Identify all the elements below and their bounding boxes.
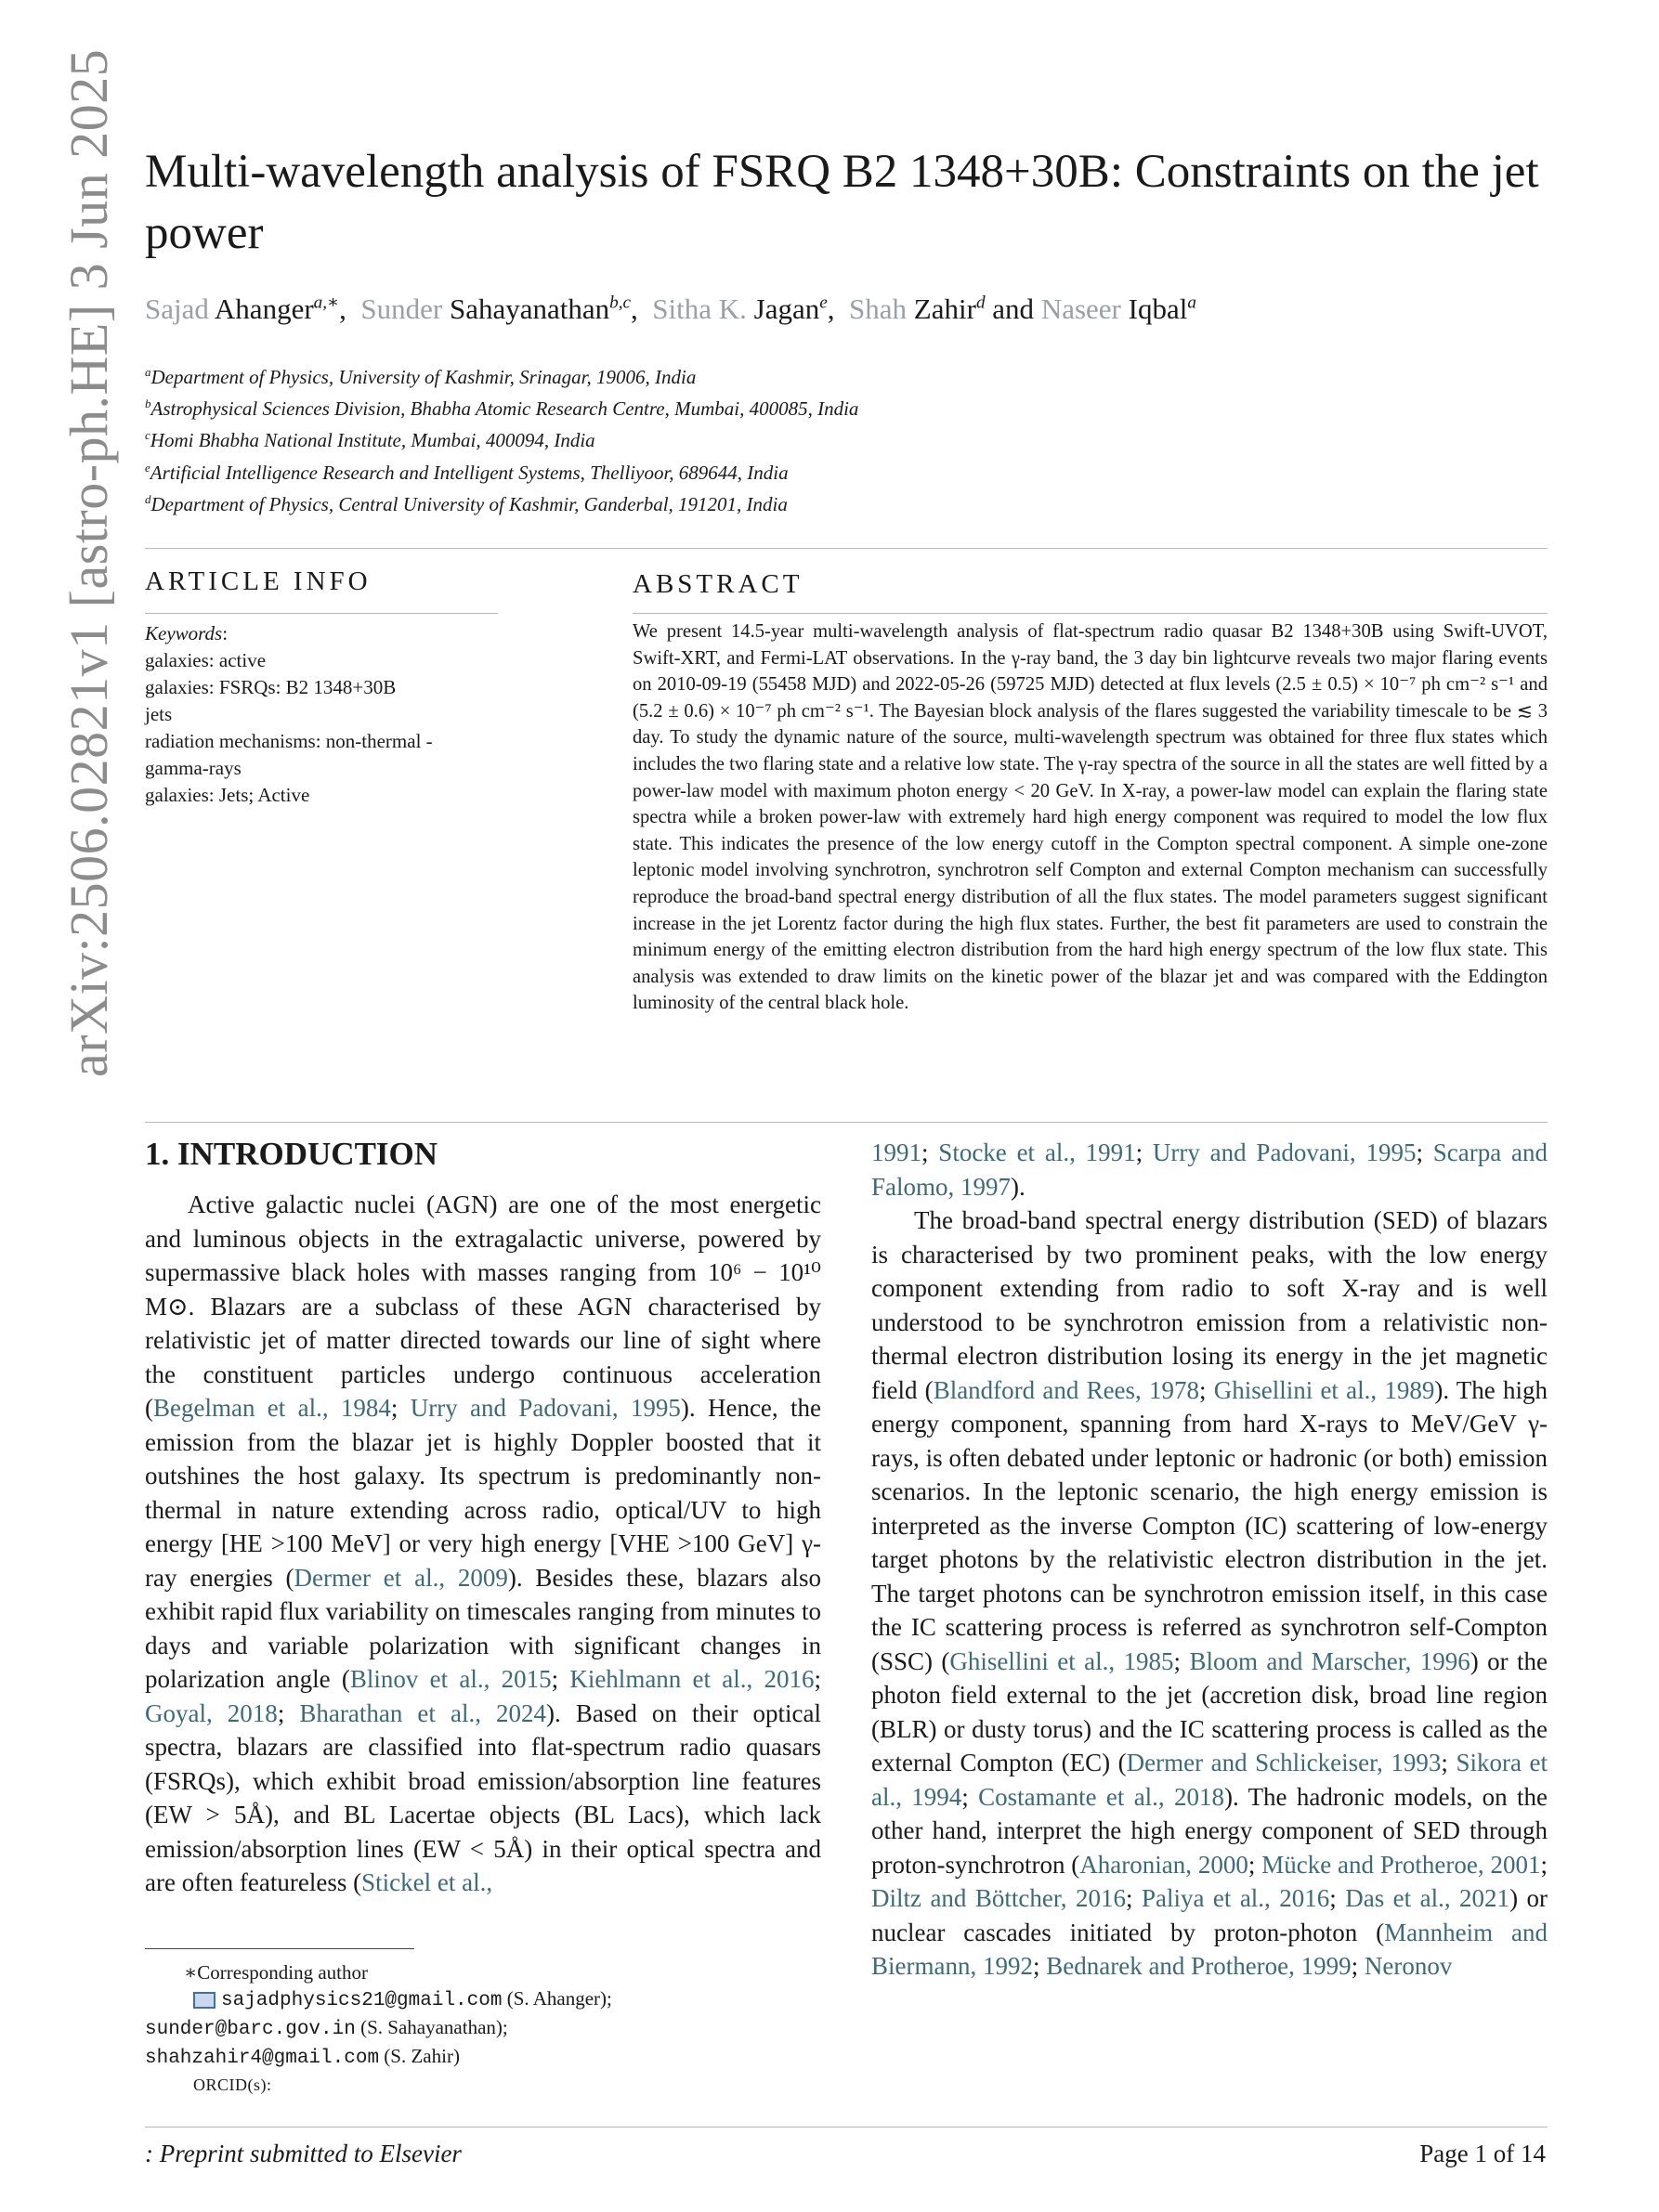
citation-link[interactable]: Ghisellini et al., 1985 [949,1646,1174,1675]
footer-page-number: Page 1 of 14 [1419,2140,1546,2167]
citation-link[interactable]: Sikora et al., 1994 [871,1749,1548,1811]
affiliation: $^a$Department of Physics, University of Kashmir, Srinagar, 19006, India [145,365,697,388]
paragraph-text: ; [1248,1850,1262,1879]
citation-link[interactable]: Goyal, 2018 [145,1698,278,1727]
keyword: gamma-rays [145,757,242,779]
email-link[interactable]: shahzahir4@gmail.com [145,2048,380,2069]
paragraph-text: ; [1135,1139,1153,1166]
paragraph-text: ; [390,1394,411,1422]
author-list: Sajad Ahanger$^{a,∗}$, Sunder Sahayanathan$^{b,c}$, Sitha K. Jagan$^e$, Shah Zahir$^d$ and Naseer Iqbal$^a$ [145,293,1196,325]
keyword: galaxies: Jets; Active [145,784,310,806]
abstract-text: We present 14.5-year multi-wavelength analysis of flat-spectrum radio quasar B2 1348+30B using Swift-UVOT, Swift-XRT, and Fermi-LAT observations. In the γ-ray band, the 3 day bin lightcurve reveals two major flaring events on 2010-09-19 (55458 MJD) and 2022-05-26 (59725 MJD) detected at flux levels (2.5 ± 0.5) × 10⁻⁷ ph cm⁻² s⁻¹ and (5.2 ± 0.6) × 10⁻⁷ ph cm⁻² s⁻¹. The Bayesian block analysis of the flares suggested the variability timescale to be ≲ 3 day. To study the dynamic nature of the source, multi-wavelength spectrum was obtained for three flux states which includes the two flaring state and a relative low state. The γ-ray spectra of the source in all the states are well fitted by a power-law model with maximum photon energy < 20 GeV. In X-ray, a power-law model can explain the flaring state spectra while a broken power-law with extremely hard high energy component was required to model the low flux state. This indicates the presence of the low energy cutoff in the Compton spectral component. A simple one-zone leptonic model involving synchrotron, synchrotron self Compton and external Compton mechanism can successfully reproduce the broad-band spectral energy distribution of all the flux states. The model parameters suggest significant increase in the jet Lorentz factor during the high flux states. Further, the best fit parameters are used to constrain the minimum energy of the emitting electron distribution from the hard high energy spectrum of the low flux state. This analysis was extended to draw limits on the kinetic power of the blazar jet and was compared with the Eddington luminosity of the central black hole. [633,621,1548,1014]
citation-link[interactable]: Neronov [1364,1952,1453,1980]
article-info-heading: ARTICLE INFO [145,566,372,596]
paragraph-text: ) or nuclear cascades initiated by proton-photon ( [871,1884,1548,1946]
paragraph-text: ; [1416,1139,1433,1166]
paragraph-text: ; [921,1139,939,1166]
divider [145,548,1548,549]
keyword: galaxies: active [145,649,267,671]
author-4[interactable]: Shah Zahir$^d$ [849,293,986,325]
intro-paragraph-left [145,1188,821,1900]
affiliation: $^b$Astrophysical Sciences Division, Bhabha Atomic Research Centre, Mumbai, 400085, India [145,397,859,420]
paragraph-text: ; [277,1698,300,1727]
affiliation: $^e$Artificial Intelligence Research and Intelligent Systems, Thelliyoor, 689644, India [145,461,789,484]
paragraph-text: ) or the photon field external to the jet (accretion disk, broad line region (BLR) or dusty torus) and the IC scattering process is called as the external Compton (EC) ( [871,1646,1548,1776]
citation-link[interactable]: Dermer and Schlickeiser, 1993 [1126,1749,1442,1776]
citation-link[interactable]: Mücke and Protheroe, 2001 [1261,1850,1541,1879]
author-3[interactable]: Sitha K. Jagan$^e$ [652,293,828,325]
section-heading-introduction: 1. INTRODUCTION [145,1136,438,1172]
citation-link[interactable]: Stickel et al., [361,1868,493,1896]
paragraph-text: ). Besides these, blazars also exhibit rapid flux variability on timescales ranging from minutes to days and variable polarization with significant changes in polarization angle ( [145,1563,822,1693]
intro-paragraph-right [871,1204,1548,1984]
paragraph-text: ; [1540,1850,1548,1879]
intro-paragraph-right-continuation [871,1136,1548,1204]
paragraph-text: ). The high energy component, spanning from hard X-rays to MeV/GeV γ-rays, is often debated under leptonic or hadronic (or both) emission scenarios. In the leptonic scenario, the high energy emission is interpreted as the inverse Compton (IC) scattering of low-energy target photons by the relativistic electron distribution in the jet. The target photons can be synchrotron emission itself, in this case the IC scattering process is referred as synchrotron self-Compton (SSC) ( [871,1375,1548,1675]
footer-preprint-note: : Preprint submitted to Elsevier [145,2140,462,2167]
keyword: galaxies: FSRQs: B2 1348+30B [145,676,397,698]
envelope-icon [193,1992,216,2009]
paragraph-text: ; [1199,1375,1214,1404]
divider [633,613,1548,614]
citation-link[interactable]: Bednarek and Protheroe, 1999 [1046,1952,1352,1980]
paragraph-text: ; [1173,1646,1190,1675]
paragraph-text: ). The hadronic models, on the other hand, interpret the high energy component of SED through proton-synchrotron ( [871,1782,1548,1879]
citation-link[interactable]: Ghisellini et al., 1989 [1213,1375,1435,1404]
citation-link[interactable]: Stocke et al., 1991 [938,1139,1136,1166]
keyword: jets [145,703,173,725]
email-owner: (S. Ahanger); [506,1987,612,2010]
paragraph-text: Active galactic nuclei (AGN) are one of the most energetic and luminous objects in the extragalactic universe, powered by supermassive black holes with masses ranging from 10⁶ − 10¹⁰ M⊙. Blazars are a subclass of these AGN characterised by relativistic jet of matter directed towards our line of sight where the constituent particles undergo continuous acceleration ( [145,1191,821,1422]
paragraph-text: ). Based on their optical spectra, blazars are classified into flat-spectrum radio quasars (FSRQs), which exhibit broad emission/absorption line features (EW > 5Å), and BL Lacertae objects (BL Lacs), which lack emission/absorption lines (EW < 5Å) in their optical spectra and are often featureless ( [145,1698,821,1896]
citation-link[interactable]: Bloom and Marscher, 1996 [1189,1646,1470,1675]
affiliation: $^d$Department of Physics, Central University of Kashmir, Ganderbal, 191201, India [145,492,788,515]
footnote [145,1959,612,2098]
divider [145,613,498,614]
citation-link[interactable]: Mannheim and Biermann, 1992 [871,1918,1548,1980]
keywords-label: Keywords [145,622,223,644]
paragraph-text: ; [1329,1884,1346,1912]
keyword: radiation mechanisms: non-thermal - [145,730,433,752]
arxiv-stamp: arXiv:2506.02821v1 [astro-ph.HE] 3 Jun 2025 [59,48,119,1077]
paragraph-text: ; [1032,1952,1047,1980]
paragraph-text: ). [1011,1172,1025,1201]
citation-link[interactable]: Scarpa and Falomo, 1997 [871,1139,1548,1201]
corresponding-author-note: ∗Corresponding author [184,1961,368,1984]
citation-link[interactable]: Costamante et al., 2018 [978,1782,1224,1811]
citation-link[interactable]: Bharathan et al., 2024 [299,1698,547,1727]
author-2[interactable]: Sunder Sahayanathan$^{b,c}$ [360,293,632,325]
citation-link[interactable]: Diltz and Böttcher, 2016 [871,1884,1126,1912]
keywords-block: Keywords: galaxies: active galaxies: FSRQs: B2 1348+30B jets radiation mechanisms: non-thermal - gamma-rays galaxies: Jets; Active [145,620,498,809]
paragraph-text: ). Hence, the emission from the blazar jet is highly Doppler boosted that it outshines the host galaxy. Its spectrum is predominantly non-thermal in nature extending across radio, optical/UV to high energy [HE >100 MeV] or very high energy [VHE >100 GeV] γ-ray energies ( [145,1394,821,1592]
paragraph-text: ; [1351,1952,1365,1980]
paragraph-text: ; [551,1665,570,1693]
divider [145,1122,1548,1123]
email-owner: (S. Zahir) [384,2045,460,2067]
email-owner: (S. Sahayanathan); [360,2016,508,2038]
citation-link[interactable]: Kiehlmann et al., 2016 [569,1665,815,1693]
citation-link[interactable]: Blandford and Rees, 1978 [933,1375,1200,1404]
affiliation: $^c$Homi Bhabha National Institute, Mumbai, 400094, India [145,428,595,451]
email-link[interactable]: sunder@barc.gov.in [145,2019,356,2040]
citation-link[interactable]: Paliya et al., 2016 [1141,1884,1330,1912]
paragraph-text: The broad-band spectral energy distribution (SED) of blazars is characterised by two prominent peaks, with the low energy component extending from radio to soft X-ray and is well understood to be synchrotron emission from a relativistic non-thermal electron distribution losing its energy in the jet magnetic field ( [871,1206,1548,1404]
citation-link[interactable]: Urry and Padovani, 1995 [410,1394,681,1422]
paragraph-text: ; [1125,1884,1142,1912]
citation-link[interactable]: 1991 [871,1139,921,1166]
citation-link[interactable]: Dermer et al., 2009 [294,1563,508,1592]
citation-link[interactable]: Das et al., 2021 [1345,1884,1510,1912]
citation-link[interactable]: Aharonian, 2000 [1079,1850,1248,1879]
abstract-heading: ABSTRACT [633,569,803,599]
paragraph-text: ; [961,1782,979,1811]
orcid-label: ORCID(s): [193,2075,272,2094]
citation-link[interactable]: Begelman et al., 1984 [153,1394,391,1422]
author-5[interactable]: Naseer Iqbal$^a$ [1040,293,1196,325]
email-link[interactable]: sajadphysics21@gmail.com [221,1990,503,2011]
author-1[interactable]: Sajad Ahanger$^{a,∗}$ [145,293,340,325]
paragraph-text: ; [1441,1749,1457,1776]
footnote-rule [145,1948,414,1949]
paper-title: Multi-wavelength analysis of FSRQ B2 1348+30B: Constraints on the jet power [145,146,1539,259]
citation-link[interactable]: Urry and Padovani, 1995 [1152,1139,1417,1166]
paragraph-text: ; [814,1665,821,1693]
citation-link[interactable]: Blinov et al., 2015 [349,1665,552,1693]
